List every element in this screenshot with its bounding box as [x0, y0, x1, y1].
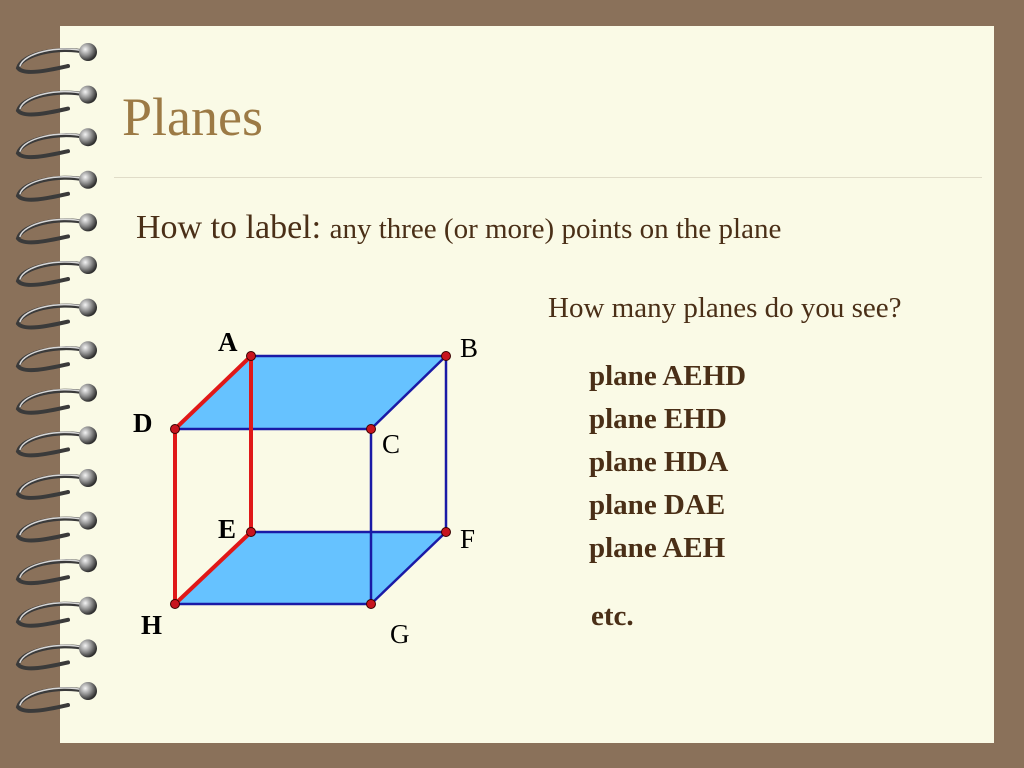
- vertex-label-f: F: [460, 524, 476, 554]
- plane-answer-item: plane AEH: [589, 532, 726, 564]
- question-text: How many planes do you see?: [548, 292, 902, 324]
- how-to-label-lead: How to label:: [136, 209, 322, 246]
- vertex-g: [367, 600, 376, 609]
- vertex-label-a: A: [218, 327, 238, 357]
- plane-answer-item: plane EHD: [589, 403, 727, 435]
- vertex-label-h: H: [141, 610, 163, 640]
- etc-text: etc.: [591, 600, 634, 632]
- page-title: Planes: [122, 87, 263, 147]
- vertex-label-d: D: [133, 408, 153, 438]
- vertex-e: [247, 528, 256, 537]
- vertex-d: [171, 425, 180, 434]
- vertex-c: [367, 425, 376, 434]
- plane-answer-item: plane DAE: [589, 489, 726, 521]
- vertex-a: [247, 352, 256, 361]
- vertex-h: [171, 600, 180, 609]
- plane-answer-item: plane HDA: [589, 446, 729, 478]
- plane-answer-item: plane AEHD: [589, 360, 747, 392]
- how-to-label-rest: any three (or more) points on the plane: [329, 213, 782, 245]
- vertex-b: [442, 352, 451, 361]
- vertex-label-b: B: [460, 333, 479, 363]
- vertex-label-e: E: [218, 514, 237, 544]
- vertex-f: [442, 528, 451, 537]
- vertex-label-c: C: [382, 429, 401, 459]
- vertex-label-g: G: [390, 619, 410, 649]
